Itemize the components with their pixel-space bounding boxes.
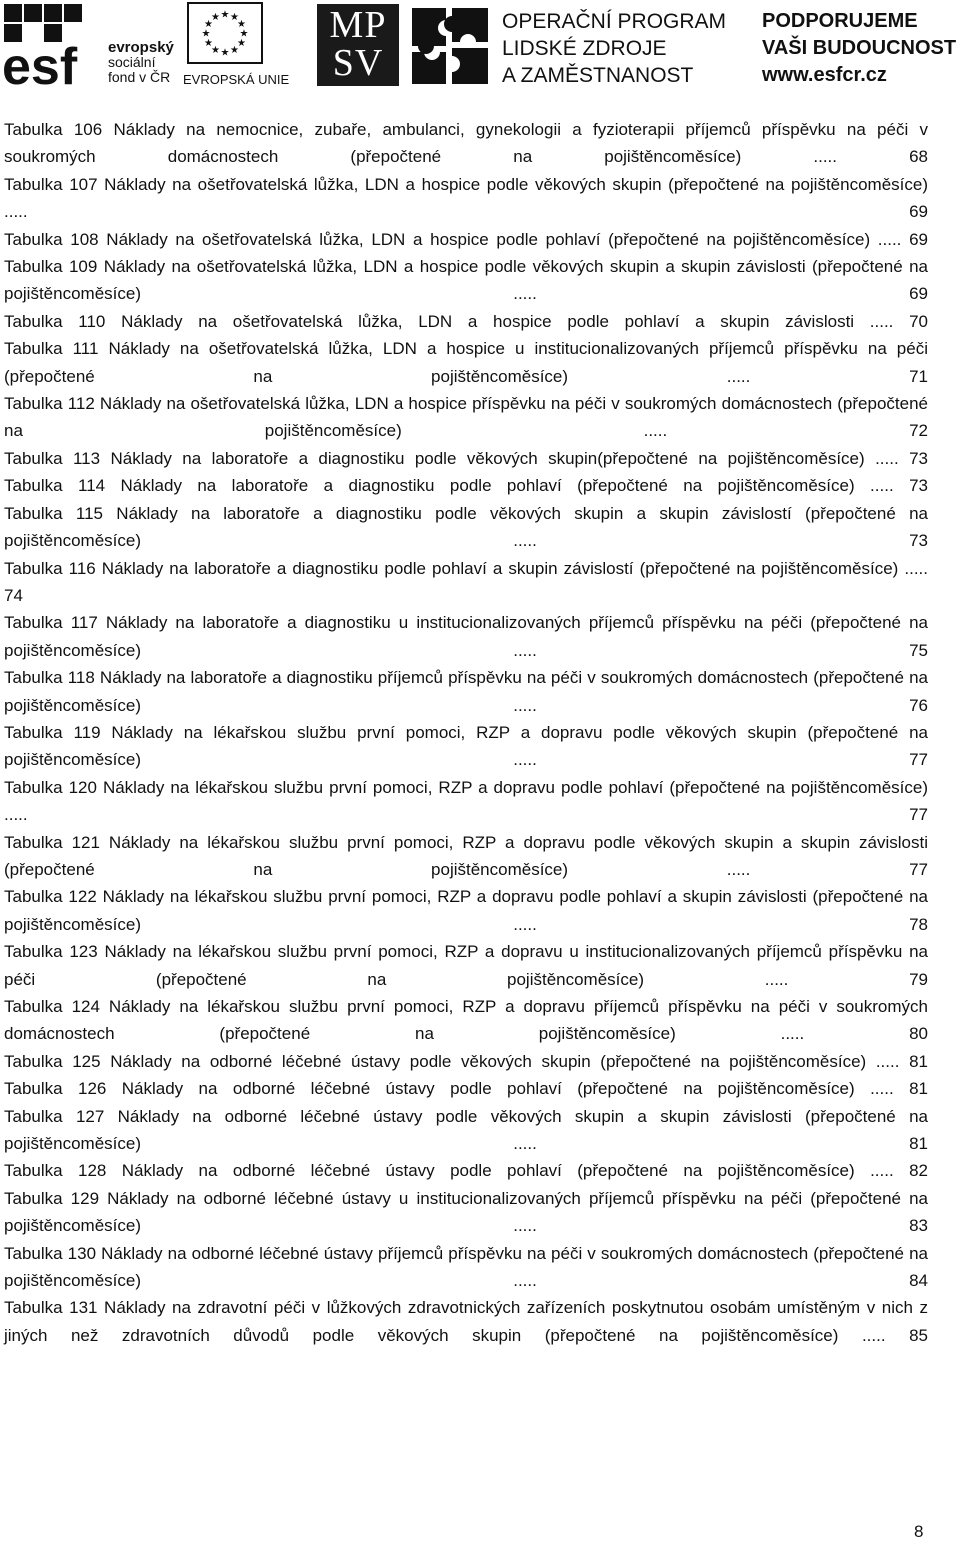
toc-entry-label: Tabulka 111 Náklady na ošetřovatelská lůžka, LDN a hospice u institucionalizovaných příjemců příspěvku na péči (přepočtené na pojištěncoměsíce) xyxy=(4,339,928,386)
eu-star-icon: ★ xyxy=(220,47,230,59)
toc-entry-page: 73 xyxy=(909,476,929,496)
esf-logo-graphic xyxy=(2,2,106,88)
toc-entry[interactable] xyxy=(4,1185,928,1240)
toc-entry[interactable] xyxy=(4,171,928,226)
toc-entry[interactable] xyxy=(4,1294,928,1349)
toc-entry-label: Tabulka 106 Náklady na nemocnice, zubaře, ambulanci, gynekologii a fyzioterapii příjemců příspěvku na péči v soukromých domácnostech (přepočtené na pojištěncoměsíce) xyxy=(4,120,928,167)
toc-entry-label: Tabulka 109 Náklady na ošetřovatelská lůžka, LDN a hospice podle věkových skupin a skupin závislosti (přepočtené na pojištěncoměsíce) xyxy=(4,257,928,304)
toc-entry-page: 72 xyxy=(909,421,928,441)
toc-leader-dots: ..... xyxy=(141,750,910,770)
toc-entry[interactable] xyxy=(4,445,928,472)
toc-leader-dots: ..... xyxy=(141,1271,910,1291)
toc-leader-dots: ..... xyxy=(854,1079,910,1099)
toc-entry-page: 74 xyxy=(4,585,23,605)
toc-entry-label: Tabulka 116 Náklady na laboratoře a diagnostiku podle pohlaví a skupin závislostí (přepočtené na pojištěncoměsíce) xyxy=(4,558,899,578)
toc-entry[interactable] xyxy=(4,1157,928,1184)
puzzle-icon xyxy=(406,2,496,90)
toc-entry-page: 68 xyxy=(909,147,929,167)
toc-entry[interactable] xyxy=(4,472,928,499)
toc-entry[interactable] xyxy=(4,1048,928,1075)
eu-star-icon: ★ xyxy=(230,12,239,23)
esf-word-2: sociální xyxy=(108,54,156,70)
eu-star-icon: ★ xyxy=(204,38,213,49)
support-url-link[interactable]: www.esfcr.cz xyxy=(762,64,887,86)
toc-entry[interactable] xyxy=(4,938,928,993)
toc-entry-label: Tabulka 122 Náklady na lékařskou službu první pomoci, RZP a dopravu podle pohlaví a skupin závislosti (přepočtené na pojištěncoměsíce) xyxy=(4,887,928,934)
toc-entry[interactable] xyxy=(4,774,928,829)
toc-entry-label: Tabulka 123 Náklady na lékařskou službu první pomoci, RZP a dopravu u institucionalizovaných příjemců příspěvku na péči (přepočtené na pojištěncoměsíce) xyxy=(4,942,928,989)
toc-leader-dots: ..... xyxy=(4,202,910,222)
esf-words xyxy=(108,40,174,85)
toc-entry-label: Tabulka 110 Náklady na ošetřovatelská lůžka, LDN a hospice podle pohlaví a skupin závislosti xyxy=(4,311,855,331)
toc-entry-label: Tabulka 107 Náklady na ošetřovatelská lůžka, LDN a hospice podle věkových skupin (přepočtené na pojištěncoměsíce) xyxy=(4,174,928,194)
mpsv-logo-line-2: SV xyxy=(332,42,384,84)
table-of-tables xyxy=(4,116,928,1349)
program-line-2: LIDSKÉ ZDROJE xyxy=(502,37,667,60)
toc-entry-label: Tabulka 112 Náklady na ošetřovatelská lůžka, LDN a hospice příspěvku na péči v soukromých domácnostech (přepočtené na pojištěncoměsíce) xyxy=(4,394,928,441)
toc-entry[interactable] xyxy=(4,226,928,253)
toc-leader-dots: ..... xyxy=(854,476,910,496)
toc-entry-page: 71 xyxy=(909,366,929,386)
eu-star-icon: ★ xyxy=(211,12,220,23)
toc-leader-dots: ..... xyxy=(644,969,910,989)
toc-entry[interactable] xyxy=(4,390,928,445)
toc-entry-label: Tabulka 115 Náklady na laboratoře a diagnostiku podle věkových skupin a skupin závislostí (přepočtené na pojištěncoměsíce) xyxy=(4,503,928,551)
toc-entry-page: 70 xyxy=(909,311,928,331)
toc-entry[interactable] xyxy=(4,555,928,610)
eu-star-icon: ★ xyxy=(211,45,220,56)
eu-logo xyxy=(181,2,290,88)
toc-entry-label: Tabulka 108 Náklady na ošetřovatelská lůžka, LDN a hospice podle pohlaví (přepočtené na pojištěncoměsíce) xyxy=(4,229,871,249)
toc-leader-dots: ..... xyxy=(141,531,910,551)
toc-leader-dots: ..... xyxy=(141,695,910,715)
toc-entry-page: 79 xyxy=(909,969,929,989)
eu-star-icon: ★ xyxy=(230,45,239,56)
esf-logo-text: esf xyxy=(2,38,78,88)
toc-leader-dots: ..... xyxy=(866,1051,910,1071)
eu-star-icon: ★ xyxy=(237,19,246,30)
toc-entry-label: Tabulka 128 Náklady na odborné léčebné ústavy podle pohlaví (přepočtené na pojištěncoměsíce) xyxy=(4,1161,855,1181)
toc-entry[interactable] xyxy=(4,308,928,335)
toc-entry-page: 69 xyxy=(909,202,928,222)
toc-leader-dots: ..... xyxy=(141,1216,910,1236)
toc-entry[interactable] xyxy=(4,335,928,390)
support-block xyxy=(762,8,956,89)
toc-entry[interactable] xyxy=(4,719,928,774)
eu-star-icon: ★ xyxy=(220,9,230,21)
program-line-1: OPERAČNÍ PROGRAM xyxy=(502,10,727,33)
eu-star-icon: ★ xyxy=(204,19,213,30)
eu-label: EVROPSKÁ UNIE xyxy=(183,72,290,87)
toc-entry-label: Tabulka 129 Náklady na odborné léčebné ústavy u institucionalizovaných příjemců příspěvku na péči (přepočtené na pojištěncoměsíce) xyxy=(4,1188,928,1236)
toc-entry[interactable] xyxy=(4,253,928,308)
program-line-3: A ZAMĚSTNANOST xyxy=(502,64,694,87)
toc-entry[interactable] xyxy=(4,609,928,664)
toc-entry[interactable] xyxy=(4,829,928,884)
toc-entry[interactable] xyxy=(4,993,928,1048)
toc-leader-dots: ..... xyxy=(141,914,910,934)
toc-entry-page: 73 xyxy=(909,448,929,468)
toc-entry-page: 85 xyxy=(909,1325,928,1345)
support-line-2: VAŠI BUDOUCNOST xyxy=(762,37,957,59)
toc-entry-label: Tabulka 117 Náklady na laboratoře a diagnostiku u institucionalizovaných příjemců příspěvku na péči (přepočtené na pojištěncoměsíce) xyxy=(4,613,928,660)
toc-entry-page: 81 xyxy=(909,1079,929,1099)
toc-entry-label: Tabulka 127 Náklady na odborné léčebné ústavy podle věkových skupin a skupin závislosti (přepočtené na pojištěncoměsíce) xyxy=(4,1106,928,1154)
esf-logo xyxy=(2,2,174,88)
mpsv-logo-line-1: MP xyxy=(329,4,387,46)
toc-entry[interactable] xyxy=(4,116,928,171)
toc-entry-page: 77 xyxy=(909,750,928,770)
toc-leader-dots: ..... xyxy=(401,421,910,441)
toc-entry-page: 78 xyxy=(909,914,928,934)
toc-leader-dots: ..... xyxy=(568,366,910,386)
toc-entry-page: 76 xyxy=(909,695,928,715)
toc-leader-dots: ..... xyxy=(675,1024,910,1044)
program-title xyxy=(502,8,726,89)
eu-flag-icon xyxy=(187,2,263,64)
toc-leader-dots: ..... xyxy=(141,1134,910,1154)
toc-leader-dots: ..... xyxy=(4,805,910,825)
logo-header xyxy=(0,0,960,94)
eu-stars-icon xyxy=(189,4,261,62)
toc-entry-page: 80 xyxy=(909,1024,928,1044)
toc-entry-page: 81 xyxy=(909,1134,928,1154)
toc-entry-page: 75 xyxy=(909,640,928,660)
mpsv-logo xyxy=(317,4,399,86)
toc-entry-page: 77 xyxy=(909,859,929,879)
toc-entry-label: Tabulka 120 Náklady na lékařskou službu první pomoci, RZP a dopravu podle pohlaví (přepočtené na pojištěncoměsíce) xyxy=(4,777,928,797)
toc-entry-label: Tabulka 114 Náklady na laboratoře a diagnostiku podle pohlaví (přepočtené na pojištěncoměsíce) xyxy=(4,476,855,496)
toc-entry-page: 73 xyxy=(909,531,928,551)
eu-star-icon: ★ xyxy=(239,28,249,40)
support-line-1: PODPORUJEME xyxy=(762,10,918,32)
esf-word-1: evropský xyxy=(108,39,174,56)
toc-entry-label: Tabulka 131 Náklady na zdravotní péči v lůžkových zdravotnických zařízeních poskytnutou osobám umístěným v nich z jiných než zdravotních důvodů podle věkových skupin (přepočtené na pojištěncoměsíce) xyxy=(4,1298,928,1345)
eu-star-icon: ★ xyxy=(237,38,246,49)
toc-entry-label: Tabulka 124 Náklady na lékařskou službu první pomoci, RZP a dopravu příjemců příspěvku na péči v soukromých domácnostech (přepočtené na pojištěncoměsíce) xyxy=(4,997,928,1044)
eu-star-icon: ★ xyxy=(201,28,211,40)
toc-entry-label: Tabulka 121 Náklady na lékařskou službu první pomoci, RZP a dopravu podle věkových skupin a skupin závislosti (přepočtené na pojištěncoměsíce) xyxy=(4,832,928,879)
toc-entry-page: 77 xyxy=(909,805,928,825)
toc-entry-label: Tabulka 130 Náklady na odborné léčebné ústavy příjemců příspěvku na péči v soukromých domácnostech (přepočtené na pojištěncoměsíce) xyxy=(4,1243,928,1291)
toc-entry[interactable] xyxy=(4,500,928,555)
toc-entry-page: 81 xyxy=(909,1051,929,1071)
toc-entry[interactable] xyxy=(4,664,928,719)
toc-leader-dots: ..... xyxy=(898,558,928,578)
toc-leader-dots: ..... xyxy=(741,147,910,167)
toc-leader-dots: ..... xyxy=(568,859,910,879)
toc-leader-dots: ..... xyxy=(141,640,910,660)
toc-entry-page: 69 xyxy=(909,284,928,304)
toc-entry[interactable] xyxy=(4,1240,928,1295)
page-number: 8 xyxy=(914,1522,924,1541)
toc-entry-label: Tabulka 126 Náklady na odborné léčebné ústavy podle pohlaví (přepočtené na pojištěncoměsíce) xyxy=(4,1079,855,1099)
toc-leader-dots: ..... xyxy=(864,448,910,468)
toc-entry-page: 83 xyxy=(909,1216,928,1236)
toc-leader-dots: ..... xyxy=(141,284,910,304)
toc-entry[interactable] xyxy=(4,883,928,938)
toc-entry[interactable] xyxy=(4,1103,928,1158)
toc-entry-page: 69 xyxy=(909,229,929,249)
toc-leader-dots: ..... xyxy=(854,1161,910,1181)
toc-entry-page: 82 xyxy=(909,1161,929,1181)
toc-entry-page: 84 xyxy=(909,1271,928,1291)
toc-leader-dots: ..... xyxy=(870,229,910,249)
toc-entry[interactable] xyxy=(4,1075,928,1102)
toc-entry-label: Tabulka 119 Náklady na lékařskou službu první pomoci, RZP a dopravu podle věkových skupin (přepočtené na pojištěncoměsíce) xyxy=(4,722,928,770)
toc-entry-label: Tabulka 125 Náklady na odborné léčebné ústavy podle věkových skupin (přepočtené na pojištěncoměsíce) xyxy=(4,1051,867,1071)
toc-entry-label: Tabulka 118 Náklady na laboratoře a diagnostiku příjemců příspěvku na péči v soukromých domácnostech (přepočtené na pojištěncoměsíce) xyxy=(4,668,928,715)
toc-leader-dots: ..... xyxy=(838,1325,910,1345)
toc-entry-label: Tabulka 113 Náklady na laboratoře a diagnostiku podle věkových skupin(přepočtené na pojištěncoměsíce) xyxy=(4,448,865,468)
esf-word-3: fond v ČR xyxy=(108,69,171,85)
toc-leader-dots: ..... xyxy=(854,311,910,331)
